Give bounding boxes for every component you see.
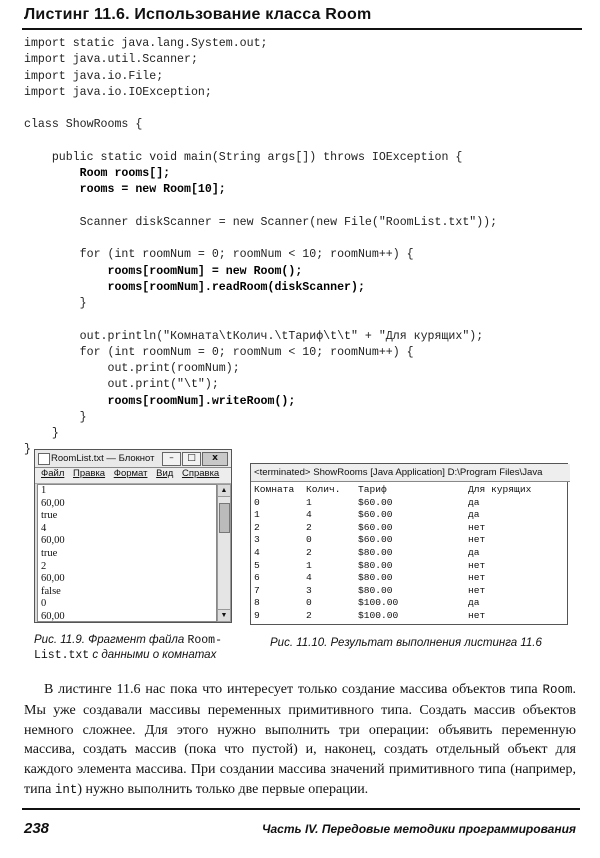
code-line: [24, 134, 497, 150]
scroll-down-icon[interactable]: ▼: [218, 609, 230, 621]
notepad-line: 2: [41, 560, 47, 572]
code-line: rooms[roomNum] = new Room();: [24, 264, 303, 278]
console-header: <terminated> ShowRooms [Java Application] D:\Program Files\Java: [251, 464, 570, 482]
col-room: Комната: [254, 484, 295, 495]
code-line: import java.io.File;: [24, 69, 164, 83]
table-cell: да: [468, 546, 480, 558]
code-line: [24, 199, 497, 215]
code-line: [24, 101, 497, 117]
table-row: [254, 547, 558, 560]
table-row: [254, 560, 558, 573]
table-cell: 8: [254, 597, 260, 609]
table-cell: да: [468, 496, 480, 508]
footer-rule: [22, 808, 580, 810]
notepad-line: 0: [41, 598, 47, 610]
code-line: Room rooms[];: [24, 167, 171, 180]
table-cell: 2: [306, 609, 312, 621]
body-paragraph: [24, 680, 576, 801]
caption-filename-2: List.txt: [34, 649, 90, 662]
code-line: import java.util.Scanner;: [24, 53, 198, 67]
col-count: Колич.: [306, 484, 341, 495]
running-footer: Часть IV. Передовые методики программирования: [261, 822, 576, 836]
table-row: [254, 610, 558, 623]
table-cell: нет: [468, 609, 486, 621]
notepad-line: 4: [41, 522, 47, 534]
table-cell: 4: [306, 509, 312, 521]
table-cell: 4: [254, 546, 260, 558]
table-cell: $100.00: [358, 597, 399, 609]
notepad-titlebar: [35, 450, 231, 468]
caption-text: Рис. 11.9. Фрагмент файла: [34, 634, 188, 646]
table-cell: 0: [254, 496, 260, 508]
notepad-line: 60,00: [41, 497, 65, 509]
table-cell: 7: [254, 584, 260, 596]
notepad-window: [34, 449, 232, 623]
code-line: rooms[roomNum].writeRoom();: [24, 394, 296, 408]
table-cell: $80.00: [358, 559, 393, 571]
table-cell: 0: [306, 534, 312, 546]
table-row: [254, 509, 558, 522]
table-cell: $80.00: [358, 572, 393, 584]
code-line: [24, 312, 497, 328]
table-row: [254, 572, 558, 585]
notepad-app-icon: [38, 453, 50, 465]
table-cell: $60.00: [358, 496, 393, 508]
table-cell: $60.00: [358, 509, 393, 521]
table-cell: $80.00: [358, 584, 393, 596]
table-cell: $60.00: [358, 521, 393, 533]
code-line: Scanner diskScanner = new Scanner(new File("RoomList.txt"));: [24, 215, 498, 229]
para-code-int: int: [54, 782, 78, 797]
table-cell: $80.00: [358, 546, 393, 558]
figure-11-10-caption: Рис. 11.10. Результат выполнения листинга 11.6: [270, 637, 542, 649]
table-cell: нет: [468, 572, 486, 584]
notepad-text-area[interactable]: [37, 484, 217, 622]
scroll-up-icon[interactable]: ▲: [218, 485, 230, 497]
table-row: [254, 522, 558, 535]
notepad-menu: [35, 468, 231, 484]
console-output-table: [254, 484, 558, 623]
code-line: rooms[roomNum].readRoom(diskScanner);: [24, 280, 365, 294]
table-cell: 2: [306, 546, 312, 558]
code-line: public static void main(String args[]) throws IOException {: [24, 150, 463, 164]
notepad-line: 60,00: [41, 610, 65, 622]
table-cell: нет: [468, 521, 486, 533]
code-line: out.print("\t");: [24, 378, 219, 392]
para-text-1: В листинге 11.6 нас пока что интересует только создание массива объектов типа: [44, 682, 543, 697]
code-line: out.print(roomNum);: [24, 362, 240, 375]
table-cell: $60.00: [358, 534, 393, 546]
menu-help[interactable]: Справка: [181, 468, 220, 479]
table-row: [254, 497, 558, 510]
code-line: out.println("Комната\tКолич.\tТариф\t\t" + "Для курящих");: [24, 329, 484, 343]
table-cell: 1: [306, 559, 312, 571]
table-cell: нет: [468, 559, 486, 571]
para-code-room: Room: [542, 683, 573, 697]
notepad-line: true: [41, 547, 58, 559]
scroll-thumb[interactable]: [219, 503, 230, 533]
code-line: import static java.lang.System.out;: [24, 37, 268, 50]
page-number: 238: [24, 820, 50, 837]
table-cell: нет: [468, 584, 486, 596]
notepad-line: true: [41, 510, 58, 522]
table-cell: $100.00: [358, 609, 399, 621]
table-cell: 6: [254, 572, 260, 584]
table-cell: 5: [254, 559, 260, 571]
para-text-2: . Мы уже создавали массивы переменных примитивного типа. Создать массив объектов немного сложнее. Для этого нужно выполнить три операции: объявить переменную массива, создать массив (пока что пустой) и, наконец, создать отдельный объект для каждого элемента массива. При создании массива значений примитивного типа (например, типа: [24, 682, 576, 797]
title-rule: [22, 28, 582, 30]
code-line: rooms = new Room[10];: [24, 183, 226, 197]
table-row: [254, 597, 558, 610]
console-window: [250, 463, 568, 625]
figure-11-9-caption: [34, 633, 244, 663]
table-cell: 1: [306, 496, 312, 508]
table-cell: да: [468, 597, 480, 609]
notepad-line: 60,00: [41, 573, 65, 585]
notepad-line: false: [41, 585, 61, 597]
col-smoking: Для курящих: [468, 484, 532, 495]
listing-title: Листинг 11.6. Использование класса Room: [24, 6, 372, 23]
table-cell: 3: [254, 534, 260, 546]
table-cell: 9: [254, 609, 260, 621]
menu-edit[interactable]: Правка: [73, 468, 106, 479]
notepad-title: RoomList.txt — Блокнот: [51, 453, 155, 464]
table-cell: 3: [306, 584, 312, 596]
caption-text-2: с данными о комнатах: [89, 649, 217, 661]
table-cell: 2: [306, 521, 312, 533]
menu-file[interactable]: Файл: [41, 468, 65, 479]
maximize-button[interactable]: □: [182, 452, 201, 466]
menu-view[interactable]: Вид: [156, 468, 174, 479]
close-button[interactable]: x: [202, 452, 228, 466]
code-line: [24, 231, 497, 247]
code-listing: [24, 36, 497, 459]
table-cell: 1: [254, 509, 260, 521]
table-row: [254, 585, 558, 598]
table-cell: нет: [468, 534, 486, 546]
notepad-line: 60,00: [41, 535, 65, 547]
code-line: }: [24, 410, 87, 424]
table-cell: 2: [254, 521, 260, 533]
code-line: for (int roomNum = 0; roomNum < 10; roomNum++) {: [24, 248, 414, 262]
minimize-button[interactable]: –: [162, 452, 181, 466]
menu-format[interactable]: Формат: [113, 468, 148, 479]
table-cell: 4: [306, 572, 312, 584]
caption-filename: Room-: [187, 634, 222, 647]
code-line: for (int roomNum = 0; roomNum < 10; roomNum++) {: [24, 345, 414, 359]
notepad-scrollbar[interactable]: [217, 484, 231, 622]
table-cell: 0: [306, 597, 312, 609]
console-header-row: [254, 484, 558, 497]
table-row: [254, 534, 558, 547]
table-cell: да: [468, 509, 480, 521]
code-line: }: [24, 443, 31, 457]
col-rate: Тариф: [358, 484, 387, 495]
code-line: }: [24, 297, 87, 310]
code-line: import java.io.IOException;: [24, 85, 212, 99]
para-text-3: ) нужно выполнить только две первые операции.: [77, 781, 369, 797]
code-line: }: [24, 427, 59, 440]
code-line: class ShowRooms {: [24, 118, 143, 132]
notepad-line: 1: [41, 485, 47, 496]
